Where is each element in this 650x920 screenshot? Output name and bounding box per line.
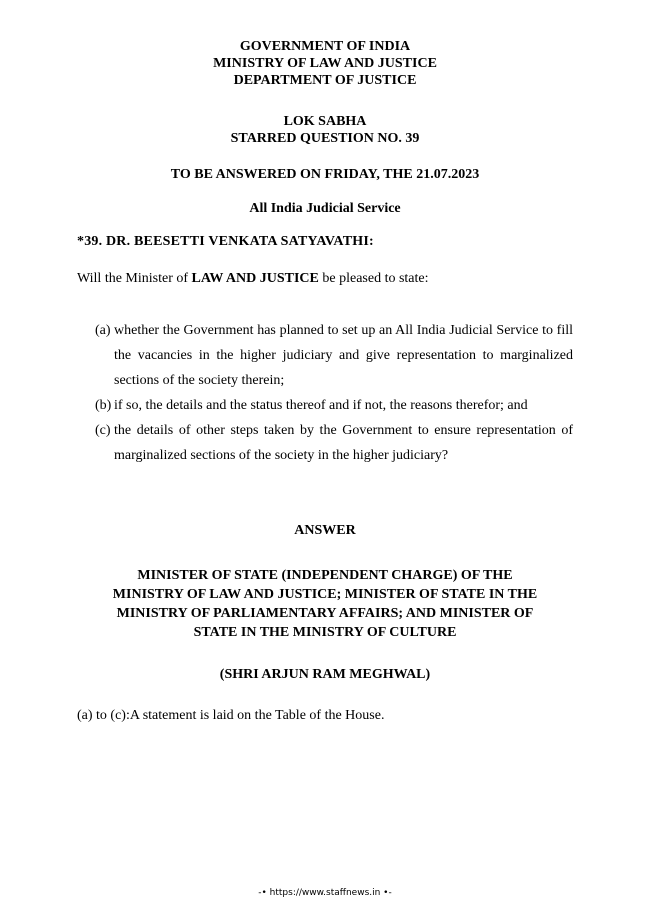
header-government: GOVERNMENT OF INDIA	[239, 39, 411, 54]
member-name: *39. DR. BEESETTI VENKATA SATYAVATHI:	[77, 234, 374, 249]
header-department: DEPARTMENT OF JUSTICE	[233, 73, 417, 88]
header-ministry: MINISTRY OF LAW AND JUSTICE	[213, 56, 437, 71]
intro-suffix: be pleased to state:	[318, 271, 429, 286]
question-item-a	[95, 318, 573, 393]
answer-reply: (a) to (c):A statement is laid on the Table of the House.	[77, 708, 385, 723]
answer-date: TO BE ANSWERED ON FRIDAY, THE 21.07.2023	[170, 167, 480, 182]
question-text: whether the Government has planned to set up an All India Judicial Service to fill the vacancies in the higher judiciary and give representation to marginalized sections of the society therein;	[114, 323, 573, 388]
question-label: (b)	[95, 398, 112, 413]
question-label: (c)	[95, 423, 111, 438]
minister-title	[0, 566, 650, 642]
question-text: the details of other steps taken by the Government to ensure representation of marginalized sections of the society in the higher judiciary?	[114, 423, 573, 463]
question-intro	[77, 271, 429, 287]
question-number: STARRED QUESTION NO. 39	[230, 131, 420, 146]
minister-title-line: MINISTRY OF LAW AND JUSTICE; MINISTER OF STATE IN THE	[112, 587, 538, 602]
intro-prefix: Will the Minister of	[77, 271, 192, 286]
question-item-c	[95, 418, 573, 468]
house-name: LOK SABHA	[283, 114, 367, 129]
answer-heading: ANSWER	[294, 523, 356, 538]
question-subject: All India Judicial Service	[249, 201, 401, 216]
question-list	[95, 318, 573, 468]
government-header	[0, 38, 650, 89]
footer-watermark: -• https://www.staffnews.in •-	[258, 888, 392, 898]
house-block	[0, 113, 650, 147]
minister-title-line: MINISTER OF STATE (INDEPENDENT CHARGE) OF THE	[137, 568, 513, 583]
minister-title-line: STATE IN THE MINISTRY OF CULTURE	[193, 625, 457, 640]
intro-ministry: LAW AND JUSTICE	[191, 271, 319, 286]
question-text: if so, the details and the status thereof and if not, the reasons therefor; and	[114, 398, 528, 413]
minister-name: (SHRI ARJUN RAM MEGHWAL)	[219, 667, 431, 682]
minister-title-line: MINISTRY OF PARLIAMENTARY AFFAIRS; AND MINISTER OF	[116, 606, 534, 621]
question-label: (a)	[95, 323, 111, 338]
question-item-b	[95, 393, 573, 418]
